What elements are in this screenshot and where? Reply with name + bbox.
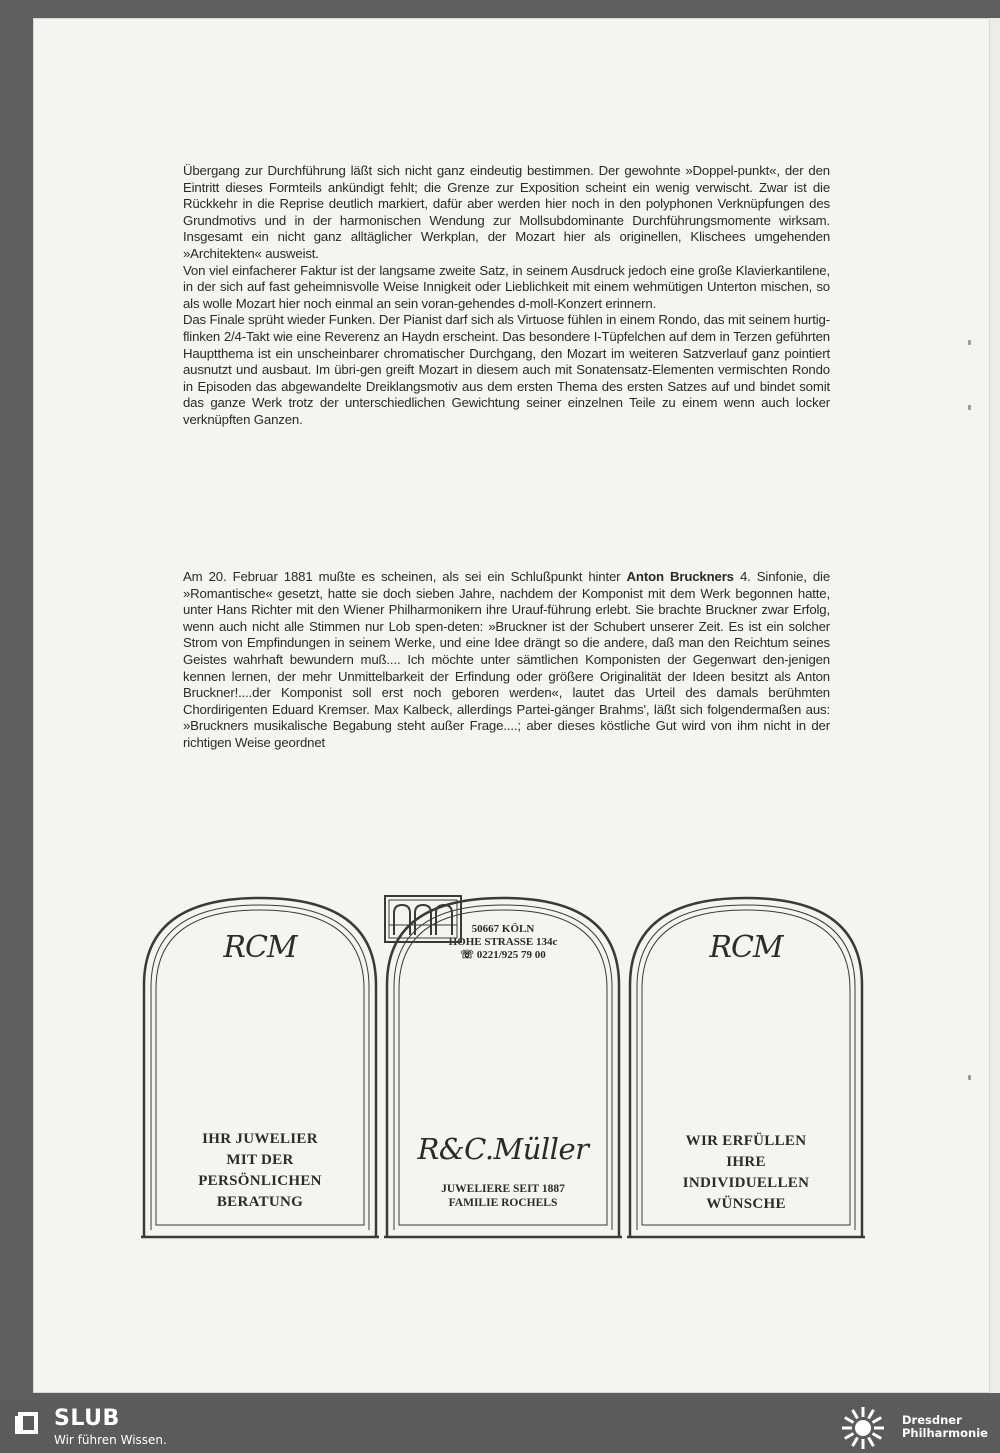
page-edge bbox=[990, 18, 1000, 1393]
ad-panel-center bbox=[384, 895, 622, 1240]
paragraph: Übergang zur Durchführung läßt sich nicht ganz eindeutig bestimmen. Der gewohnte »Doppel-punkt«, der den Eintritt dieses Formteils ankündigt fehlt; die Grenze zur Exposition scheint ein wenig verwischt. Zwar ist die Rückkehr in die Reprise deutlich markiert, dafür aber werden hier noch in den polyphonen Verknüpfungen des Grundmotivs und in der harmonischen Wendung zur Mollsubdominante Durchführungsmomente wirksam. Insgesamt ein nicht ganz alltäglicher Werkplan, der Mozart hier als originellen, Klischees umgehenden »Architekten« ausweist. bbox=[183, 163, 830, 261]
caption-line: IHR JUWELIER bbox=[202, 1131, 318, 1147]
scan-speck bbox=[968, 340, 971, 345]
shop-logo: R&C.Müller bbox=[417, 1132, 589, 1166]
subtitle-line: FAMILIE ROCHELS bbox=[448, 1197, 558, 1209]
slub-name: SLUB bbox=[54, 1406, 120, 1431]
caption-line: WIR ERFÜLLEN bbox=[685, 1133, 807, 1149]
composer-name: Anton Bruckners bbox=[626, 569, 734, 584]
paragraph-body: 4. Sinfonie, die »Romantische« gesetzt, hatte sie doch sieben Jahre, nachdem der Komponist mit dem Werk begonnen hatte, unter Hans Richter mit den Wiener Philharmonikern ihre Urauf-führung erlebt. Sie brachte Bruckner zwar Erfolg, wenn auch nicht alle Stimmen nur Lob spen-deten: »Bruckner ist der Schubert unserer Zeit. Es ist ein solcher Strom von Empfindungen in seinem Werke, und eine Idee drängt so die andere, daß man den Reichtum seines Geistes wahrhaft bewundern muß.... Ich möchte unter sämtlichen Komponisten der Gegenwart den-jenigen kennen lernen, der mehr Unmittelbarkeit der Erfindung oder größere Originalität der Ideen besitzt als Anton Bruckner!....der Komponist soll erst noch geboren werden«, lautet das Urteil des damals berühmten Chordirigenten Eduard Kremser. Max Kalbeck, allerdings Partei-gänger Brahms', läßt sich folgendermaßen aus: »Bruckners musikalische Begabung steht außer Frage....; aber dieses köstliche Gut wird von ihm nicht in der richtigen Weise geordnet bbox=[183, 569, 831, 750]
address-line: 50667 KÖLN bbox=[471, 923, 535, 935]
scan-speck bbox=[968, 405, 971, 410]
subtitle-line: JUWELIERE SEIT 1887 bbox=[441, 1183, 565, 1195]
ad-caption bbox=[627, 1131, 865, 1215]
philharmonie-logo-icon bbox=[840, 1405, 886, 1451]
ad-caption bbox=[141, 1129, 379, 1213]
shop-subtitle bbox=[384, 1182, 622, 1210]
scan-speck bbox=[968, 1075, 971, 1080]
slub-logo-icon bbox=[15, 1410, 41, 1436]
paragraph: Das Finale sprüht wieder Funken. Der Pianist darf sich als Virtuose fühlen in einem Rondo, das mit seinem hurtig-flinken 2/4-Takt wie eine Reverenz an Haydn erscheint. Das besondere I-Tüpfelchen auf dem in Terzen geführten Hauptthema ist ein unscheinbarer chromatischer Durchgang, den Mozart im weiteren Satzverlauf ganz pointiert ausnutzt und ausbaut. Im übri-gen greift Mozart in diesem auch mit Sonatensatz-Elementen vermischten Rondo in Episoden das abgewandelte Dreiklangsmotiv aus dem ersten Thema des ersten Satzes auf und bindet somit das ganze Werk trotz der unterschiedlichen Gewichtung seiner einzelnen Teile zu einem wenn auch locker verknüpften Ganzen. bbox=[183, 312, 830, 427]
mozart-text bbox=[183, 163, 830, 429]
paragraph bbox=[183, 569, 830, 752]
caption-line: IHRE bbox=[726, 1154, 766, 1170]
bruckner-text bbox=[183, 569, 830, 752]
partner-name-line: Philharmonie bbox=[902, 1426, 988, 1440]
caption-line: MIT DER bbox=[226, 1152, 294, 1168]
ad-panel-right bbox=[627, 895, 865, 1240]
paragraph-intro: Am 20. Februar 1881 mußte es scheinen, als sei ein Schlußpunkt hinter bbox=[183, 569, 621, 584]
storefront-icon bbox=[384, 895, 462, 943]
phone-line: ☏ 0221/925 79 00 bbox=[460, 949, 546, 961]
caption-line: WÜNSCHE bbox=[706, 1196, 786, 1212]
ad-panel-left bbox=[141, 895, 379, 1240]
caption-line: BERATUNG bbox=[216, 1194, 304, 1210]
address-line: HOHE STRASSE 134c bbox=[448, 936, 558, 948]
rcm-logo: RCM bbox=[709, 930, 783, 965]
caption-line: INDIVIDUELLEN bbox=[682, 1175, 810, 1191]
footer-bar bbox=[0, 1400, 1000, 1453]
partner-name bbox=[902, 1414, 988, 1440]
partner-name-line: Dresdner bbox=[902, 1413, 962, 1427]
paragraph: Von viel einfacherer Faktur ist der langsame zweite Satz, in seinem Ausdruck jedoch eine große Klavierkantilene, in der sich auf fast geheimnisvolle Weise Innigkeit oder Lieblichkeit mit einem wehmütigen Unterton mischen, so als wolle Mozart hier noch einmal an sein voran-gehendes d-moll-Konzert erinnern. bbox=[183, 262, 830, 311]
rcm-logo: RCM bbox=[223, 930, 297, 965]
caption-line: PERSÖNLICHEN bbox=[198, 1173, 322, 1189]
slub-tagline: Wir führen Wissen. bbox=[54, 1433, 167, 1447]
